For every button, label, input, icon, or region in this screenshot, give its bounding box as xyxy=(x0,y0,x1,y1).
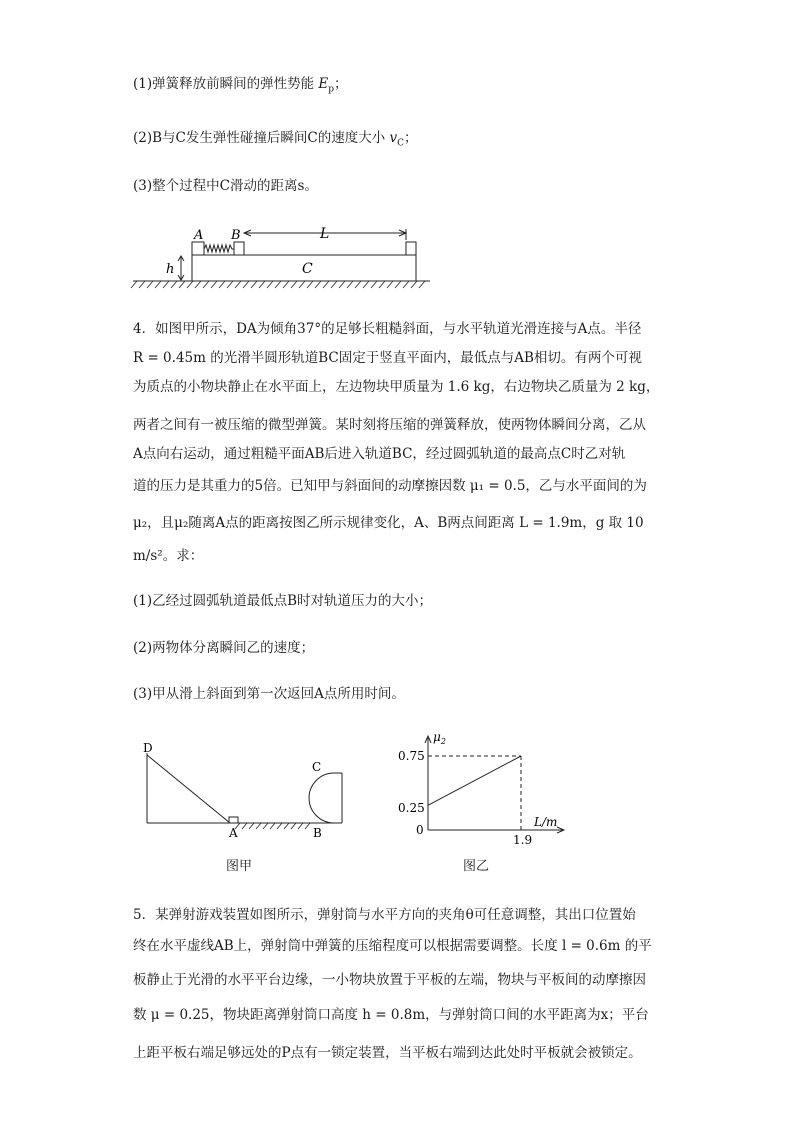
q4-line: A点向右运动，通过粗糙平面AB后进入轨道BC，经过圆弧轨道的最高点C时乙对轨 xyxy=(133,446,626,462)
q4-line: 为质点的小物块静止在水平面上，左边物块甲质量为 1.6 kg，右边物块乙质量为 2 kg， xyxy=(133,379,660,395)
q3-fig-label-L: L xyxy=(320,226,330,242)
chart-series-line xyxy=(428,756,521,805)
q4-fig-a-label-D: D xyxy=(143,741,153,755)
q3-fig-label-B: B xyxy=(231,228,241,243)
chart-tick-0.75: 0.75 xyxy=(398,749,425,763)
q5-line: 数 μ = 0.25，物块距离弹射筒口高度 h = 0.8m，与弹射筒口间的水平距离为x；平台 xyxy=(133,1007,649,1023)
q5-line: 终在水平虚线AB上，弹射筒中弹簧的压缩程度可以根据需要调整。长度 l = 0.6m 的平 xyxy=(133,938,652,954)
q4-line: R = 0.45m 的光滑半圆形轨道BC固定于竖直平面内，最低点与AB相切。有两个可视 xyxy=(133,350,642,366)
q3-fig-label-h: h xyxy=(166,262,175,277)
chart-y-label: $\mu_2$ xyxy=(433,730,446,746)
q4-line: 道的压力是其重力的5倍。已知甲与斜面间的动摩擦因数 μ₁ = 0.5，乙与水平面间的为 xyxy=(133,478,647,494)
q3-part2-symbol: v xyxy=(389,130,398,146)
q5-line: 上距平板右端足够远处的P点有一锁定装置，当平板右端到达此处时平板就会被锁定。 xyxy=(133,1045,642,1061)
chart-tick-0: 0 xyxy=(416,823,424,837)
q4-part1: (1)乙经过圆弧轨道最低点B时对轨道压力的大小； xyxy=(133,593,433,609)
q4-fig-a-label-A: A xyxy=(229,826,238,840)
q5-line: 5．某弹射游戏装置如图所示，弹射筒与水平方向的夹角θ可任意调整，其出口位置始 xyxy=(133,907,636,923)
q5-line: 板静止于光滑的水平平台边缘，一小物块放置于平板的左端，物块与平板间的动摩擦因 xyxy=(133,972,646,988)
q3-fig-label-A: A xyxy=(194,228,204,243)
q3-part3: (3)整个过程中C滑动的距离s。 xyxy=(133,178,318,194)
q4-line: 两者之间有一被压缩的微型弹簧。某时刻将压缩的弹簧释放，使两物体瞬间分离，乙从 xyxy=(133,417,646,433)
q4-part2: (2)两物体分离瞬间乙的速度； xyxy=(133,640,315,656)
q4-fig-a-caption: 图甲 xyxy=(226,859,253,874)
q4-fig-b-caption: 图乙 xyxy=(463,859,490,874)
q4-line: μ₂，且μ₂随离A点的距离按图乙所示规律变化，A、B两点间距离 L = 1.9m，g 取 10 xyxy=(133,515,644,531)
q3-fig-label-C: C xyxy=(302,261,313,277)
q3-part2: (2)B与C发生弹性碰撞后瞬间C的速度大小 $v_C$； xyxy=(133,130,418,149)
q3-part1: (1)弹簧释放前瞬间的弹性势能 $E_p$； xyxy=(133,76,348,95)
chart-tick-1.9: 1.9 xyxy=(513,833,533,847)
q4-line: m/s²。求： xyxy=(133,548,204,564)
q4-fig-a-label-C: C xyxy=(312,760,322,774)
q3-part1-symbol: E xyxy=(318,76,329,92)
chart-x-label: L/m xyxy=(534,815,558,829)
q4-fig-a-label-B: B xyxy=(313,826,322,840)
q4-part3: (3)甲从滑上斜面到第一次返回A点所用时间。 xyxy=(133,686,405,702)
q4-line: 4．如图甲所示，DA为倾角37°的足够长粗糙斜面，与水平轨道光滑连接与A点。半径 xyxy=(133,321,642,337)
chart-tick-0.25: 0.25 xyxy=(398,801,425,815)
